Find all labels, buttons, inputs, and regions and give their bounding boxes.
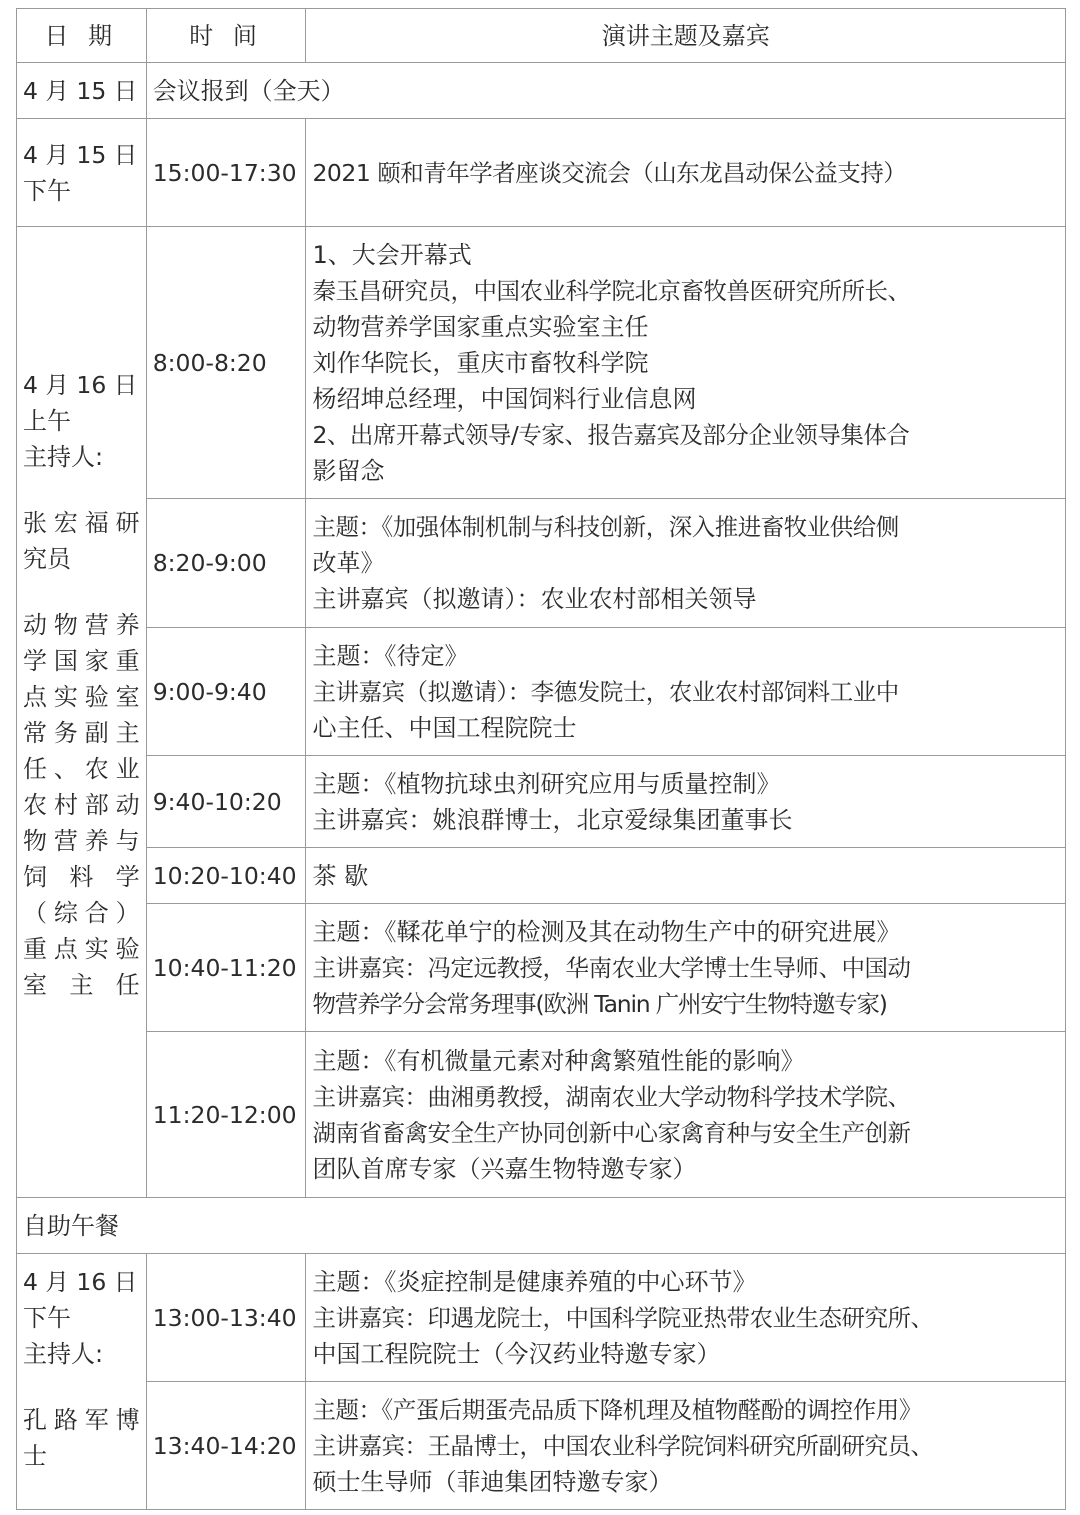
host-line: 农村部动 — [23, 791, 140, 819]
host-line: 士 — [23, 1442, 47, 1470]
session-line: 主题：《产蛋后期蛋壳品质下降机理及植物醛酚的调控作用》 — [312, 1395, 922, 1424]
session-line: 主题：《鞣花单宁的检测及其在动物生产中的研究进展》 — [312, 917, 901, 946]
header-topic: 演讲主题及嘉宾 — [306, 9, 1066, 63]
session-line: 动物营养学国家重点实验室主任 — [312, 312, 649, 341]
session-line: 硕士生导师（菲迪集团特邀专家） — [312, 1467, 673, 1496]
session-line: 湖南省畜禽安全生产协同创新中心家禽育种与安全生产创新 — [312, 1118, 911, 1147]
session-row — [17, 1254, 1066, 1382]
header-row — [17, 9, 1066, 63]
session-row — [17, 904, 1066, 1032]
session-line: 主讲嘉宾：冯定远教授，华南农业大学博士生导师、中国动 — [312, 953, 911, 982]
host-line: 重点实验 — [23, 935, 140, 963]
afternoon-host-cell — [17, 1254, 147, 1510]
session-line: 秦玉昌研究员，中国农业科学院北京畜牧兽医研究所所长、 — [312, 276, 911, 305]
session-line: 主题：《炎症控制是健康养殖的中心环节》 — [312, 1267, 757, 1296]
session-line: 主讲嘉宾（拟邀请）：农业农村部相关领导 — [312, 585, 757, 613]
host-line: 主持人: — [23, 443, 104, 471]
session-content — [306, 628, 1066, 756]
host-line: 孔路军博 — [23, 1406, 140, 1434]
registration-date: 4 月 15 日 — [17, 63, 147, 119]
session-time: 10:40-11:20 — [146, 904, 306, 1032]
session-line: 主讲嘉宾：姚浪群博士，北京爱绿集团董事长 — [312, 805, 793, 834]
session-content — [306, 848, 1066, 904]
host-line: 饲 料 学 — [23, 863, 140, 891]
header-date: 日 期 — [17, 9, 147, 63]
host-line: （综合） — [23, 899, 140, 927]
host-line: 究员 — [23, 545, 71, 573]
session-line: 杨绍坤总经理，中国饲料行业信息网 — [312, 384, 697, 413]
session-row — [17, 227, 1066, 499]
session-time: 9:00-9:40 — [146, 628, 306, 756]
host-line: 室主任 — [23, 971, 140, 999]
registration-row — [17, 63, 1066, 119]
host-line: 动物营养 — [23, 611, 140, 639]
session-line: 主讲嘉宾：曲湘勇教授，湖南农业大学动物科学技术学院、 — [312, 1082, 911, 1111]
session-time: 13:40-14:20 — [146, 1382, 306, 1510]
session-time: 8:00-8:20 — [146, 227, 306, 499]
session-time: 10:20-10:40 — [146, 848, 306, 904]
session-line: 主讲嘉宾：印遇龙院士，中国科学院亚热带农业生态研究所、 — [312, 1303, 934, 1332]
host-line — [23, 475, 140, 505]
host-line: 4 月 16 日 — [23, 371, 138, 399]
session-line: 2、出席开幕式领导/专家、报告嘉宾及部分企业领导集体合 — [312, 420, 910, 449]
session-content — [306, 756, 1066, 848]
host-line: 学国家重 — [23, 647, 140, 675]
host-line: 物营养与 — [23, 827, 140, 855]
forum-content: 2021 颐和青年学者座谈交流会（山东龙昌动保公益支持） — [306, 119, 1066, 227]
session-line: 影留念 — [312, 456, 385, 485]
schedule-table — [16, 8, 1066, 1510]
host-line: 任、农业 — [23, 755, 140, 783]
session-content — [306, 499, 1066, 628]
session-row — [17, 848, 1066, 904]
session-line: 物营养学分会常务理事(欧洲 Tanin 广州安宁生物特邀专家) — [312, 989, 887, 1018]
session-content — [306, 904, 1066, 1032]
session-line: 团队首席专家（兴嘉生物特邀专家） — [312, 1154, 697, 1183]
session-line: 主讲嘉宾：王晶博士，中国农业科学院饲料研究所副研究员、 — [312, 1431, 934, 1460]
session-line: 刘作华院长，重庆市畜牧科学院 — [312, 348, 649, 377]
session-line: 中国工程院院士（今汉药业特邀专家） — [312, 1339, 721, 1368]
host-line — [23, 577, 140, 607]
header-time: 时 间 — [146, 9, 306, 63]
session-time: 9:40-10:20 — [146, 756, 306, 848]
session-time: 11:20-12:00 — [146, 1032, 306, 1198]
host-line — [23, 1372, 140, 1402]
session-line: 茶 歇 — [312, 861, 369, 890]
session-line: 改革》 — [312, 549, 385, 577]
forum-date-line: 下午 — [23, 176, 71, 205]
morning-host-cell — [17, 227, 147, 1198]
host-line: 点实验室 — [23, 683, 140, 711]
session-row — [17, 756, 1066, 848]
session-content — [306, 1382, 1066, 1510]
session-row — [17, 1032, 1066, 1198]
session-line: 心主任、中国工程院院士 — [312, 713, 577, 742]
session-line: 主题：《植物抗球虫剂研究应用与质量控制》 — [312, 769, 781, 798]
session-line: 主题：《待定》 — [312, 641, 469, 670]
host-line: 上午 — [23, 407, 71, 435]
session-line: 主题：《加强体制机制与科技创新，深入推进畜牧业供给侧 — [312, 513, 899, 541]
host-line: 常务副主 — [23, 719, 140, 747]
session-line: 主讲嘉宾（拟邀请）：李德发院士，农业农村部饲料工业中 — [312, 677, 899, 706]
session-content — [306, 1032, 1066, 1198]
registration-content: 会议报到（全天） — [146, 63, 1065, 119]
forum-time: 15:00-17:30 — [146, 119, 306, 227]
lunch-row — [17, 1198, 1066, 1254]
host-line: 4 月 16 日 — [23, 1268, 138, 1296]
forum-date-line: 4 月 15 日 — [23, 140, 138, 169]
host-line: 张宏福研 — [23, 509, 140, 537]
session-time: 13:00-13:40 — [146, 1254, 306, 1382]
forum-date — [17, 119, 147, 227]
forum-row — [17, 119, 1066, 227]
session-content — [306, 227, 1066, 499]
session-row — [17, 499, 1066, 628]
lunch-label: 自助午餐 — [17, 1198, 1066, 1254]
session-row — [17, 628, 1066, 756]
session-row — [17, 1382, 1066, 1510]
session-time: 8:20-9:00 — [146, 499, 306, 628]
host-line: 主持人: — [23, 1340, 104, 1368]
session-content — [306, 1254, 1066, 1382]
session-line: 主题：《有机微量元素对种禽繁殖性能的影响》 — [312, 1046, 805, 1075]
host-line: 下午 — [23, 1304, 71, 1332]
session-line: 1、大会开幕式 — [312, 240, 472, 269]
schedule — [16, 8, 1066, 1510]
